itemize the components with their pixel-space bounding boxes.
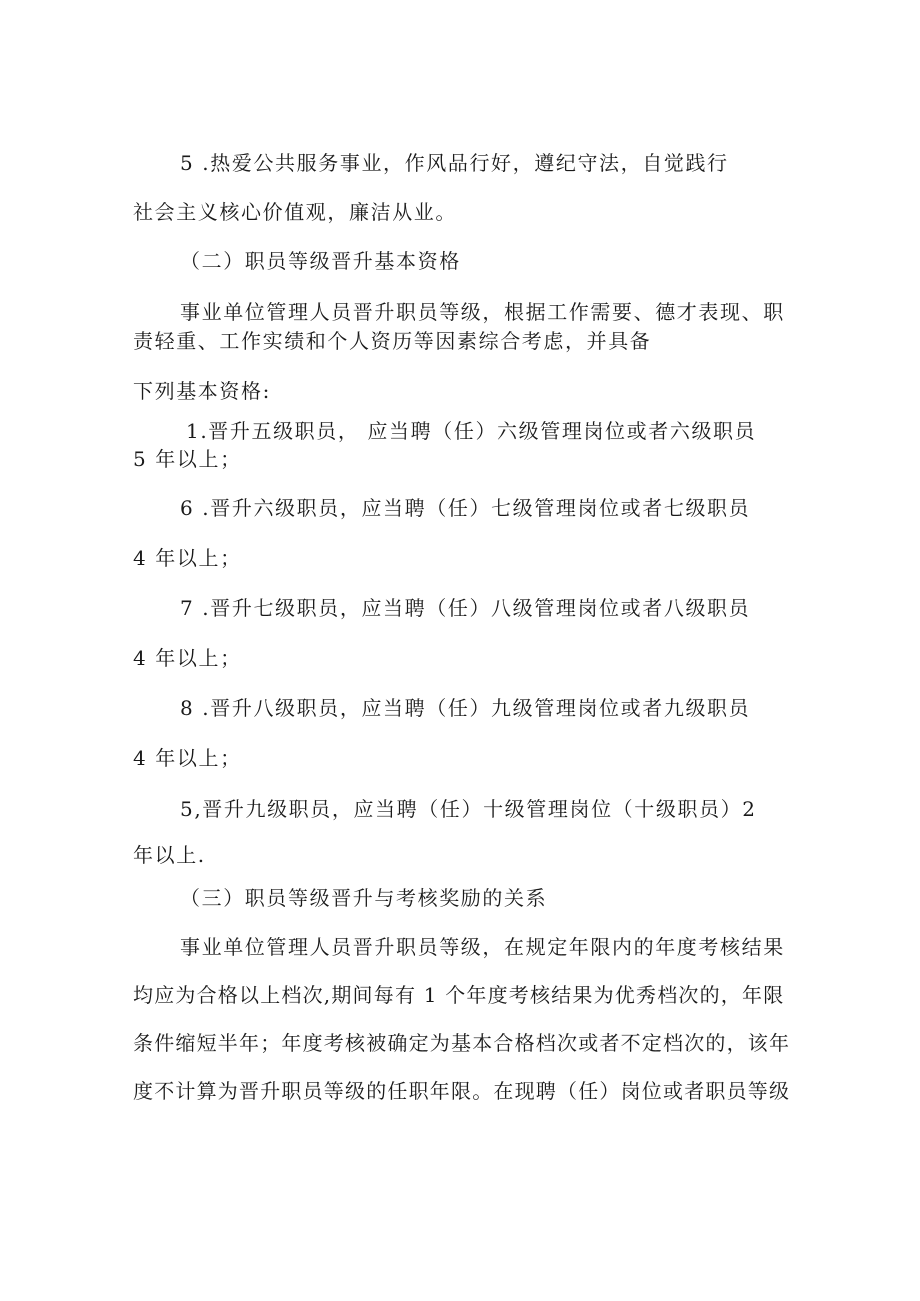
- section-heading: （三）职员等级晋升与考核奖励的关系: [180, 886, 548, 910]
- text-line: 4 年以上；: [133, 746, 242, 770]
- text-line: 5 .热爱公共服务事业，作风品行好，遵纪守法，自觉践行: [180, 151, 729, 175]
- text-line: 1.晋升五级职员， 应当聘（任）六级管理岗位或者六级职员: [186, 419, 757, 443]
- text-line: 4 年以上；: [133, 646, 242, 670]
- text-line: 5 年以上；: [133, 447, 242, 471]
- text-line: 度不计算为晋升职员等级的任职年限。在现聘（任）岗位或者职员等级: [133, 1079, 791, 1103]
- text-line: 6 .晋升六级职员，应当聘（任）七级管理岗位或者七级职员: [180, 496, 751, 520]
- section-heading: （二）职员等级晋升基本资格: [180, 249, 461, 273]
- text-line: 下列基本资格:: [133, 379, 271, 403]
- text-line: 4 年以上；: [133, 546, 242, 570]
- text-line: 7 .晋升七级职员，应当聘（任）八级管理岗位或者八级职员: [180, 596, 751, 620]
- text-line: 8 .晋升八级职员，应当聘（任）九级管理岗位或者九级职员: [180, 696, 751, 720]
- text-line: 均应为合格以上档次,期间每有 1 个年度考核结果为优秀档次的，年限: [133, 983, 785, 1007]
- text-line: 事业单位管理人员晋升职员等级，根据工作需要、德才表现、职: [180, 300, 785, 324]
- text-line: 5,晋升九级职员，应当聘（任）十级管理岗位（十级职员）2: [180, 797, 757, 821]
- text-line: 条件缩短半年；年度考核被确定为基本合格档次或者不定档次的，该年: [133, 1031, 791, 1055]
- text-line: 年以上.: [133, 843, 206, 867]
- text-line: 责轻重、工作实绩和个人资历等因素综合考虑，并具备: [133, 329, 652, 353]
- text-line: 事业单位管理人员晋升职员等级，在规定年限内的年度考核结果: [180, 935, 785, 959]
- text-line: 社会主义核心价值观，廉洁从业。: [133, 200, 457, 224]
